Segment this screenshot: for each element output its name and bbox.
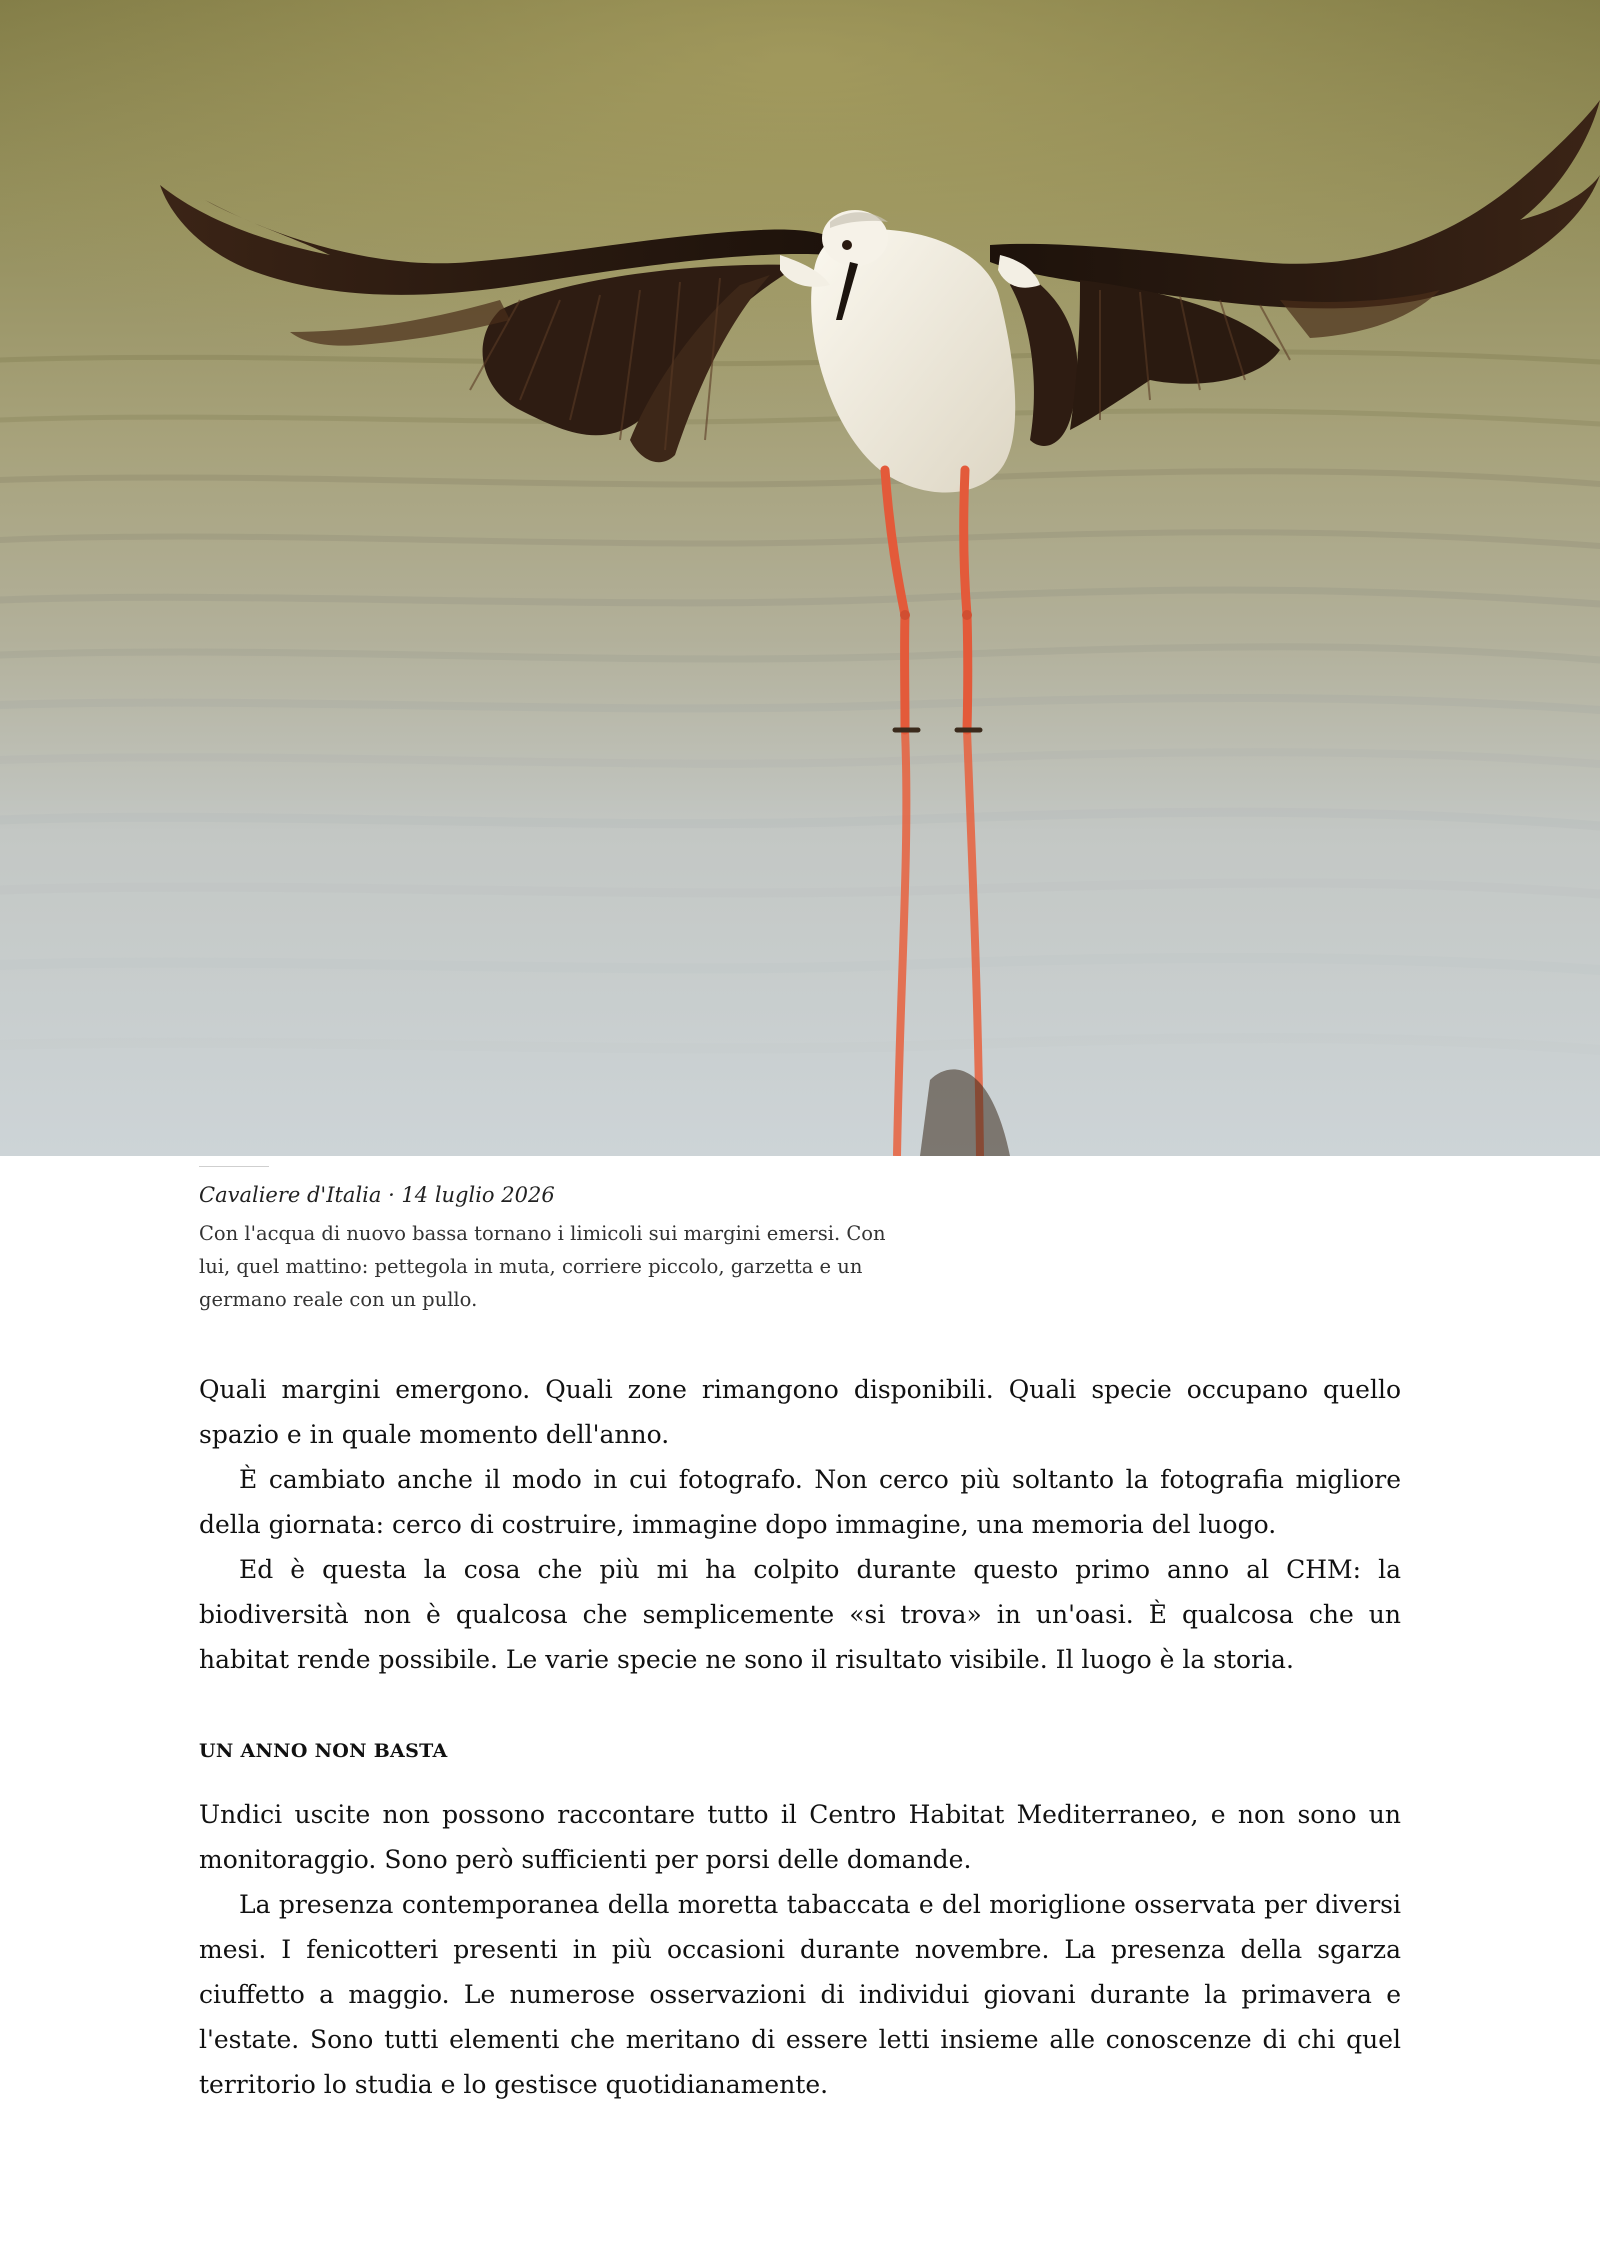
caption-text: Con l'acqua di nuovo bassa tornano i limicoli sui margini emersi. Con lui, quel mattino: pettegola in muta, corriere piccolo, garzetta e un germano reale con un pullo.: [199, 1222, 886, 1311]
section-heading-wrapper: [199, 1737, 1401, 1765]
paragraph: La presenza contemporanea della moretta tabaccata e del moriglione osservata per diversi mesi. I fenicotteri presenti in più occasioni durante novembre. La presenza della sgarza ciuffetto a maggio. Le numerose osservazioni di individui giovani durante la primavera e l'estate. Sono tutti elementi che meritano di essere letti insieme alle conoscenze di chi quel territorio lo studia e lo gestisce quotidianamente.: [199, 1890, 1401, 2099]
paragraph: Undici uscite non possono raccontare tutto il Centro Habitat Mediterraneo, e non sono un monitoraggio. Sono però sufficienti per porsi delle domande.: [199, 1800, 1401, 1874]
section-heading: UN ANNO NON BASTA: [199, 1740, 448, 1762]
paragraph: È cambiato anche il modo in cui fotografo. Non cerco più soltanto la fotografia migliore della giornata: cerco di costruire, immagine dopo immagine, una memoria del luogo.: [199, 1465, 1401, 1539]
paragraph: Quali margini emergono. Quali zone rimangono disponibili. Quali specie occupano quello spazio e in quale momento dell'anno.: [199, 1375, 1401, 1449]
photo-caption: [199, 1166, 939, 1316]
article-section-1: [199, 1367, 1401, 1682]
caption-divider: [199, 1166, 269, 1167]
article-section-2: [199, 1792, 1401, 2107]
paragraph: Ed è questa la cosa che più mi ha colpito durante questo primo anno al CHM: la biodiversità non è qualcosa che semplicemente «si trova» in un'oasi. È qualcosa che un habitat rende possibile. Le varie specie ne sono il risultato visibile. Il luogo è la storia.: [199, 1555, 1401, 1674]
caption-title: Cavaliere d'Italia · 14 luglio 2026: [199, 1183, 555, 1207]
